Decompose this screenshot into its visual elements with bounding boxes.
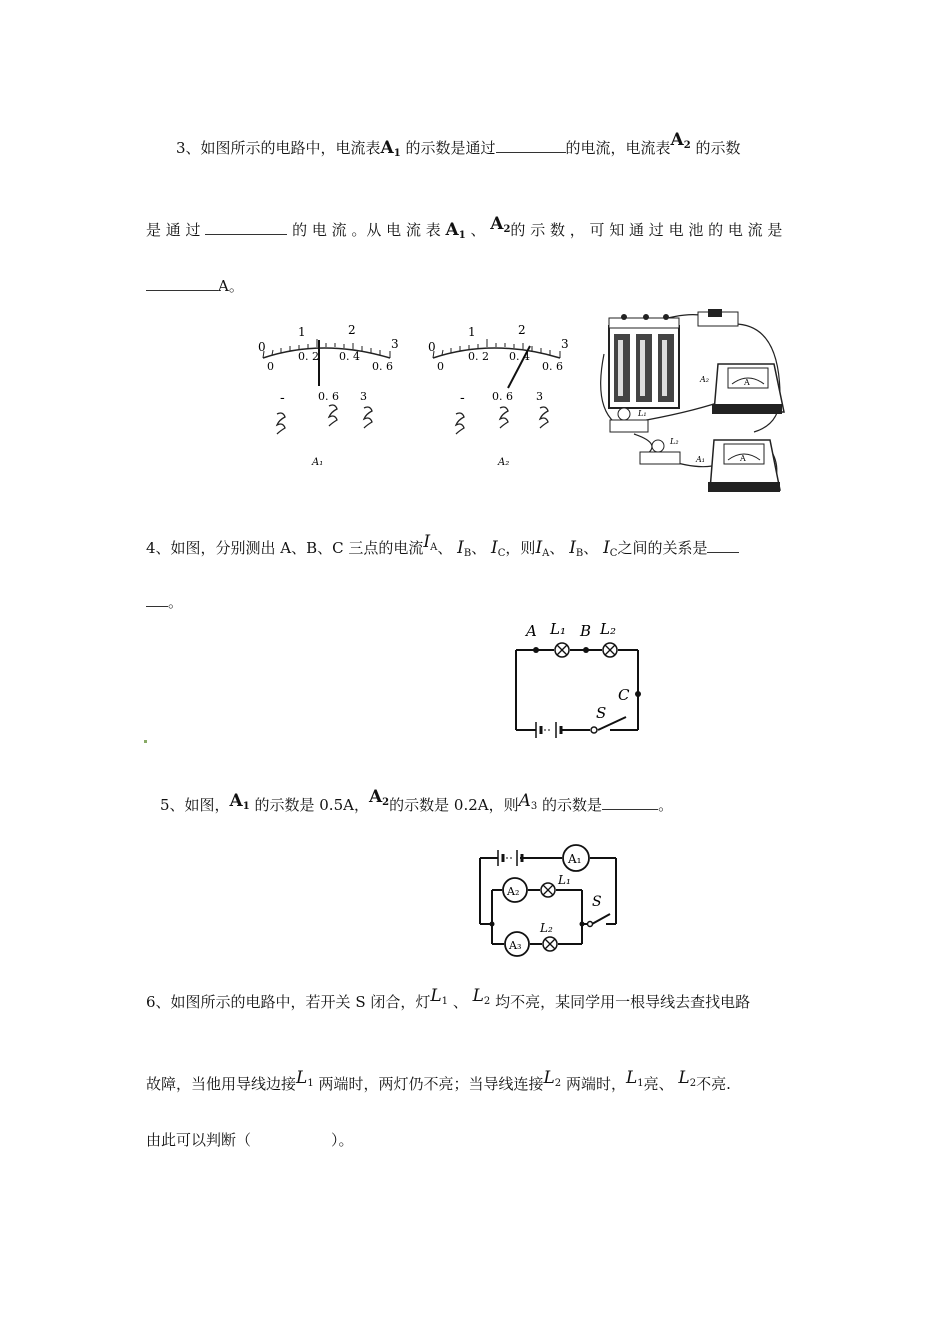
node-c — [635, 691, 641, 697]
scale-top-2: 2 — [518, 323, 526, 337]
physical-circuit-illustration — [594, 304, 790, 500]
lamp-symbol: $L_1$ — [430, 986, 449, 1007]
label-l1: L₁ — [558, 873, 571, 887]
terminal-0-6: 0. 6 — [492, 390, 513, 403]
lamp-l2-icon — [543, 937, 557, 951]
lamp-symbol: $L_1$ — [296, 1068, 314, 1089]
series-circuit-diagram — [506, 614, 652, 750]
current-symbol: $I_B$ — [457, 538, 472, 559]
ammeter-a2-icon — [503, 878, 527, 902]
ammeter-a1-icon — [563, 845, 589, 871]
terminal-coils — [456, 407, 548, 434]
current-symbol: $I_C$ — [491, 538, 506, 559]
ammeter-dial-a2 — [420, 318, 580, 493]
svg-text:A₁: A₁ — [568, 852, 582, 866]
svg-text:A₂: A₂ — [507, 885, 520, 898]
scale-top-0: 0 — [428, 340, 436, 354]
q4-line2: 。 — [146, 592, 183, 612]
q6-line3: 由此可以判断（ ）。 — [146, 1131, 354, 1149]
scale-bottom-3: 0. 6 — [542, 360, 563, 373]
label-l2: L₂ — [540, 921, 553, 935]
terminal-minus: - — [460, 390, 465, 406]
answer-blank[interactable] — [146, 276, 218, 291]
label-b: B — [580, 622, 592, 640]
q3-line1: 3、如图所示的电路中，电流表$A_1$ 的示数是通过 的电流，电流表$A_2$ 的示数 — [176, 130, 741, 159]
ammeter-symbol: $A_2$ — [490, 214, 511, 235]
battery-icon — [498, 850, 522, 866]
svg-text:A₃: A₃ — [509, 939, 522, 952]
lamp-label-l2: L₂ — [670, 437, 679, 446]
ammeter-symbol: $A_2$ — [670, 130, 691, 151]
scale-bottom-1: 0. 2 — [468, 350, 489, 363]
scale-bottom-2: 0. 4 — [509, 350, 530, 363]
answer-blank[interactable] — [602, 795, 658, 810]
lamp-symbol: $L_2$ — [472, 986, 491, 1007]
meter-label-a1: A₁ — [312, 457, 324, 468]
terminal-3: 3 — [360, 390, 367, 403]
lamp-l1-icon — [541, 883, 555, 897]
node-a — [533, 647, 539, 653]
junction-dot — [490, 922, 495, 927]
scale-top-2: 2 — [348, 323, 356, 337]
answer-blank[interactable] — [707, 538, 739, 553]
lamp-symbol: $L_2$ — [543, 1068, 562, 1089]
scale-bottom-0: 0 — [267, 360, 274, 373]
answer-blank[interactable] — [496, 138, 566, 153]
label-l1: L₁ — [550, 620, 566, 638]
answer-blank[interactable] — [205, 220, 287, 235]
q6-line1: 6、如图所示的电路中，若开关 S 闭合，灯$L_1$ 、 $L_2$ 均不亮，某同学用一根导线去查找电路 — [146, 986, 751, 1011]
ammeter-a3-icon — [505, 932, 529, 956]
label-s: S — [592, 894, 602, 910]
scale-top-3: 3 — [391, 337, 399, 351]
lamp-l1-icon — [555, 643, 569, 657]
switch-icon — [591, 727, 597, 733]
current-symbol: $I_B$ — [569, 538, 584, 559]
lamp-l2-icon — [603, 643, 617, 657]
terminal-coils — [277, 405, 372, 434]
q6-line2: 故障，当他用导线边接$L_1$ 两端时，两灯仍不亮；当导线连接$L_2$ 两端时，$L_1$亮、 $L_2$不亮. — [146, 1068, 731, 1093]
device-label-a1: A₁ — [696, 455, 705, 464]
meter-face-label: A — [740, 454, 746, 463]
scale-top-3: 3 — [561, 337, 569, 351]
stray-mark — [144, 740, 147, 743]
meter-label-a2: A₂ — [498, 457, 510, 468]
ammeter-a2-device-icon — [699, 364, 784, 414]
q3-line2: 是 通 过 的 电 流 。从 电 流 表 $A_1$ 、 $A_2$的 示 数 ， 可 知 通 过 电 池 的 电 流 是 — [146, 214, 783, 241]
junction-dot — [580, 922, 585, 927]
ammeter-dial-a1 — [250, 318, 410, 493]
current-symbol: $I_A$ — [423, 532, 438, 553]
q4-text: 4、如图，分别测出 A、B、C 三点的电流$I_A$、 $I_B$、 $I_C$，则$I_A$、 $I_B$、 $I_C$之间的关系是 — [146, 538, 739, 564]
scale-top-1: 1 — [298, 325, 306, 339]
device-label-a2: A₂ — [700, 375, 709, 384]
scale-bottom-2: 0. 4 — [339, 350, 360, 363]
current-symbol: $I_C$ — [603, 538, 618, 559]
lamp-l2-icon — [640, 437, 680, 464]
parallel-circuit-diagram — [470, 840, 630, 962]
switch-icon — [588, 922, 593, 927]
answer-blank[interactable] — [146, 592, 168, 607]
scale-top-1: 1 — [468, 325, 476, 339]
lamp-l1-icon — [610, 408, 648, 432]
ammeter-symbol: $A_1$ — [229, 791, 250, 812]
lamp-label-l1: L₁ — [638, 409, 647, 418]
scale-bottom-0: 0 — [437, 360, 444, 373]
label-l2: L₂ — [600, 620, 616, 638]
lamp-symbol: $L_1$ — [625, 1068, 644, 1089]
scale-bottom-3: 0. 6 — [372, 360, 393, 373]
scale-bottom-1: 0. 2 — [298, 350, 319, 363]
label-s: S — [596, 704, 607, 722]
scale-top-0: 0 — [258, 340, 266, 354]
label-a: A — [526, 622, 537, 640]
node-b — [583, 647, 589, 653]
battery-pack-icon — [609, 314, 679, 408]
current-symbol: $I_A$ — [535, 538, 550, 559]
meter-face-label: A — [744, 378, 750, 387]
q5-text: 5、如图，$A_1$ 的示数是 0.5A，$A_2$的示数是 0.2A，则$A_3$ 的示数是 。 — [160, 787, 674, 814]
ammeter-symbol: $A_1$ — [445, 220, 466, 241]
ammeter-symbol: $A_2$ — [368, 787, 390, 808]
ammeter-symbol: $A_3$ — [518, 791, 538, 812]
terminal-minus: - — [280, 390, 285, 406]
ammeter-symbol: $A_1$ — [380, 138, 401, 159]
terminal-3: 3 — [536, 390, 543, 403]
lamp-symbol: $L_2$ — [678, 1068, 697, 1089]
switch-icon — [698, 309, 738, 326]
label-c: C — [618, 686, 630, 704]
terminal-0-6: 0. 6 — [318, 390, 339, 403]
q3-line3: A。 — [146, 276, 244, 296]
battery-icon — [536, 722, 561, 738]
